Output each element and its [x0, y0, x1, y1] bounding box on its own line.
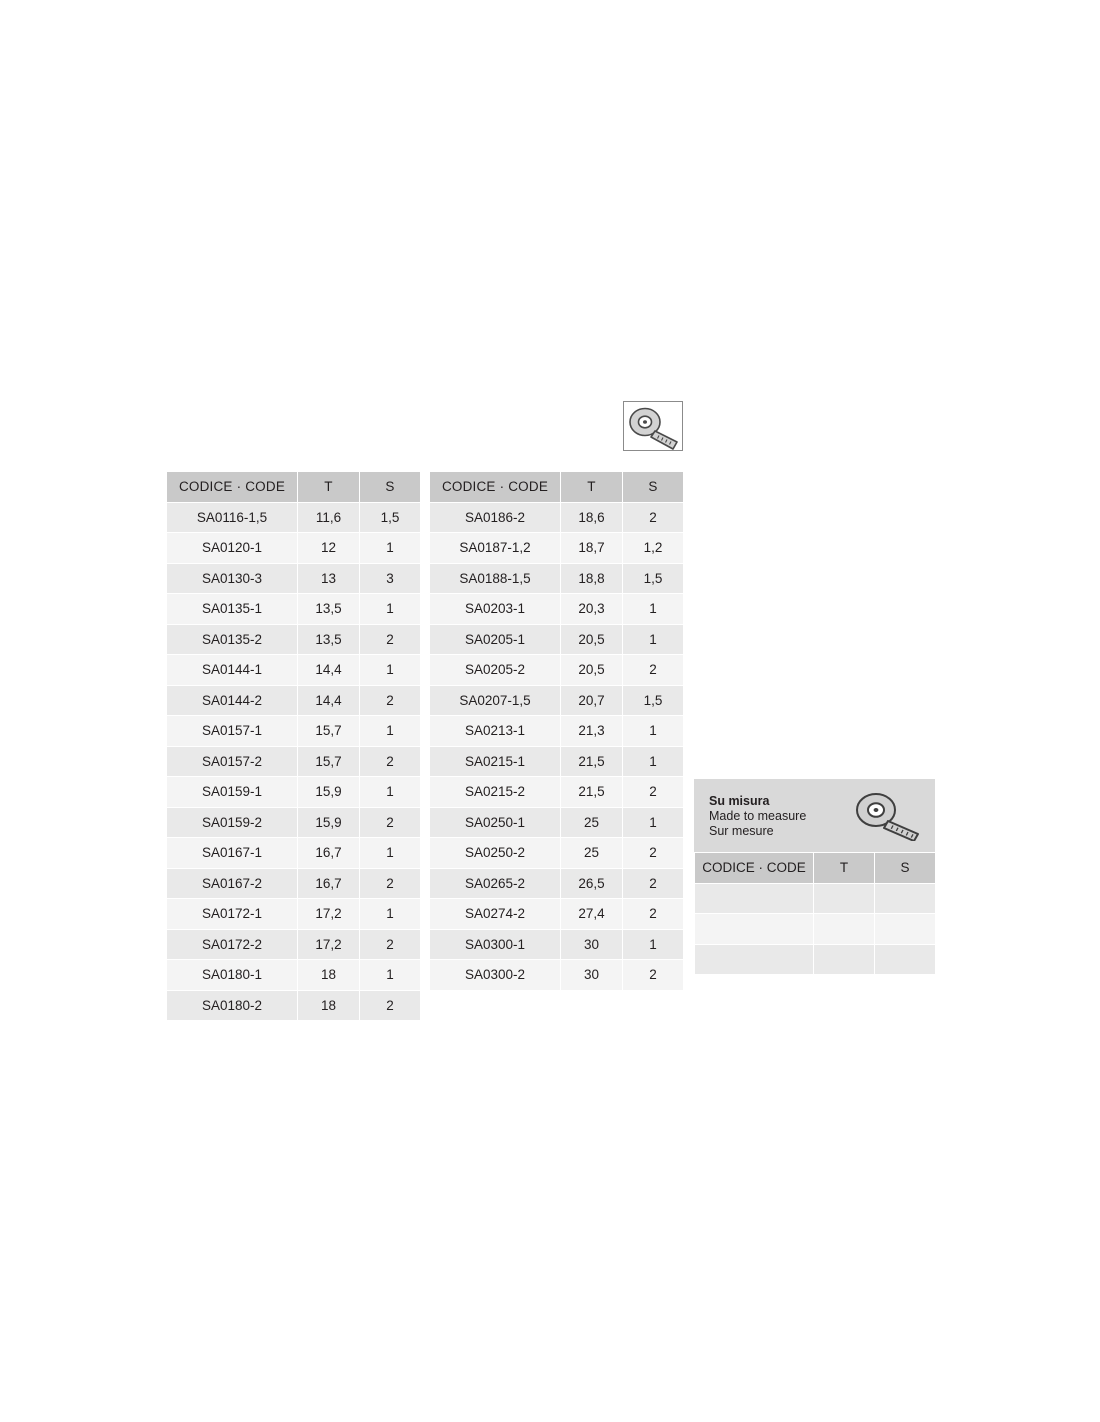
cell-code: SA0135-2: [167, 624, 298, 655]
cell-t: 15,9: [298, 777, 360, 808]
table-row: [430, 624, 684, 655]
table-row: [430, 746, 684, 777]
cell-t: 18,7: [561, 533, 623, 564]
cell-code: SA0188-1,5: [430, 563, 561, 594]
cell-code: SA0144-1: [167, 655, 298, 686]
cell-s: 1: [623, 807, 684, 838]
cell-code: SA0144-2: [167, 685, 298, 716]
cell-s: 1: [623, 594, 684, 625]
cell-s: 1: [360, 594, 421, 625]
cell-t: 30: [561, 929, 623, 960]
table-row: [167, 533, 421, 564]
table-header-row: [167, 472, 421, 503]
cell-t: 21,5: [561, 746, 623, 777]
cell-t: 25: [561, 807, 623, 838]
table-row: [167, 624, 421, 655]
tape-measure-badge: [623, 401, 683, 451]
tape-measure-icon: [624, 402, 682, 450]
cell-code: SA0172-2: [167, 929, 298, 960]
cell-s: 1: [360, 899, 421, 930]
table-row: [430, 655, 684, 686]
cell-t: 14,4: [298, 655, 360, 686]
cell-code: [695, 944, 814, 975]
cell-t: 16,7: [298, 868, 360, 899]
made-to-measure-labels: [709, 794, 806, 839]
cell-t: 20,3: [561, 594, 623, 625]
table-row: [167, 990, 421, 1021]
table-row: [430, 868, 684, 899]
cell-code: SA0300-1: [430, 929, 561, 960]
cell-code: SA0215-1: [430, 746, 561, 777]
cell-t: 18,6: [561, 502, 623, 533]
table-row: [167, 807, 421, 838]
cell-code: SA0180-1: [167, 960, 298, 991]
cell-t: 30: [561, 960, 623, 991]
cell-code: [695, 914, 814, 945]
table-row: [430, 533, 684, 564]
cell-s: 2: [360, 685, 421, 716]
label-made-to-measure: Made to measure: [709, 809, 807, 823]
table-row: [695, 944, 936, 975]
table-row: [167, 594, 421, 625]
codes-table-left: [166, 471, 421, 1021]
cell-s: 1: [360, 533, 421, 564]
table-row: [695, 883, 936, 914]
cell-t: 18: [298, 960, 360, 991]
column-header-s: S: [360, 472, 421, 503]
table-row: [430, 563, 684, 594]
cell-s: 2: [623, 899, 684, 930]
cell-t: 20,5: [561, 624, 623, 655]
cell-code: SA0207-1,5: [430, 685, 561, 716]
table-row: [430, 807, 684, 838]
column-header-code: CODICE · CODE: [430, 472, 561, 503]
cell-t: 13,5: [298, 624, 360, 655]
table-row: [167, 899, 421, 930]
cell-code: SA0203-1: [430, 594, 561, 625]
column-header-t: T: [298, 472, 360, 503]
cell-code: SA0250-2: [430, 838, 561, 869]
cell-s: 2: [360, 990, 421, 1021]
cell-code: SA0159-1: [167, 777, 298, 808]
cell-code: SA0213-1: [430, 716, 561, 747]
cell-t: 15,7: [298, 716, 360, 747]
cell-s: 1: [623, 929, 684, 960]
cell-s: 1: [623, 716, 684, 747]
cell-s: 2: [623, 960, 684, 991]
cell-t: 20,7: [561, 685, 623, 716]
table-row: [167, 655, 421, 686]
made-to-measure-panel: [694, 779, 935, 975]
cell-s: 1,5: [360, 502, 421, 533]
table-row: [430, 685, 684, 716]
table-row: [167, 716, 421, 747]
cell-s: 1: [623, 746, 684, 777]
cell-code: SA0265-2: [430, 868, 561, 899]
cell-code: SA0130-3: [167, 563, 298, 594]
table-row: [167, 929, 421, 960]
table-row: [167, 746, 421, 777]
cell-t: 15,7: [298, 746, 360, 777]
table-row: [430, 716, 684, 747]
cell-t: 17,2: [298, 929, 360, 960]
cell-s: 1: [360, 960, 421, 991]
tape-measure-icon: [853, 789, 925, 841]
cell-s: 2: [623, 655, 684, 686]
cell-code: SA0186-2: [430, 502, 561, 533]
cell-s: [875, 914, 936, 945]
cell-t: 21,3: [561, 716, 623, 747]
cell-t: [814, 914, 875, 945]
column-header-t: T: [561, 472, 623, 503]
label-su-misura: Su misura: [709, 794, 770, 808]
column-header-code: CODICE · CODE: [167, 472, 298, 503]
cell-code: SA0215-2: [430, 777, 561, 808]
table-header-row: [695, 853, 936, 884]
cell-s: 1: [360, 655, 421, 686]
cell-s: 2: [360, 929, 421, 960]
cell-s: [875, 883, 936, 914]
cell-t: 18: [298, 990, 360, 1021]
cell-t: 25: [561, 838, 623, 869]
cell-t: 27,4: [561, 899, 623, 930]
table-row: [430, 960, 684, 991]
cell-code: SA0159-2: [167, 807, 298, 838]
cell-code: [695, 883, 814, 914]
cell-s: 1,5: [623, 563, 684, 594]
cell-t: 15,9: [298, 807, 360, 838]
cell-t: 13,5: [298, 594, 360, 625]
column-header-s: S: [875, 853, 936, 884]
table-row: [695, 914, 936, 945]
column-header-s: S: [623, 472, 684, 503]
cell-code: SA0172-1: [167, 899, 298, 930]
cell-s: 1,2: [623, 533, 684, 564]
cell-s: 3: [360, 563, 421, 594]
cell-t: 12: [298, 533, 360, 564]
cell-s: 1: [360, 838, 421, 869]
cell-s: 1: [360, 777, 421, 808]
cell-t: 26,5: [561, 868, 623, 899]
made-to-measure-header: [694, 779, 935, 852]
table-row: [430, 777, 684, 808]
cell-s: 2: [623, 838, 684, 869]
table-row: [167, 502, 421, 533]
cell-code: SA0120-1: [167, 533, 298, 564]
cell-code: SA0250-1: [430, 807, 561, 838]
cell-code: SA0187-1,2: [430, 533, 561, 564]
cell-t: 21,5: [561, 777, 623, 808]
cell-t: 18,8: [561, 563, 623, 594]
table-header-row: [430, 472, 684, 503]
cell-code: SA0205-2: [430, 655, 561, 686]
cell-s: 1: [623, 624, 684, 655]
table-row: [167, 777, 421, 808]
table-row: [167, 685, 421, 716]
table-row: [430, 502, 684, 533]
cell-code: SA0157-2: [167, 746, 298, 777]
cell-code: SA0274-2: [430, 899, 561, 930]
label-sur-mesure: Sur mesure: [709, 824, 774, 838]
codes-table-right: [429, 471, 684, 991]
table-row: [167, 838, 421, 869]
cell-s: 2: [623, 502, 684, 533]
cell-s: 2: [360, 807, 421, 838]
cell-t: [814, 944, 875, 975]
cell-s: [875, 944, 936, 975]
cell-t: 13: [298, 563, 360, 594]
cell-code: SA0157-1: [167, 716, 298, 747]
cell-s: 2: [360, 746, 421, 777]
cell-code: SA0300-2: [430, 960, 561, 991]
table-row: [430, 899, 684, 930]
table-row: [430, 594, 684, 625]
cell-code: SA0135-1: [167, 594, 298, 625]
table-row: [167, 563, 421, 594]
column-header-t: T: [814, 853, 875, 884]
table-row: [167, 868, 421, 899]
tape-measure-illustration: [853, 789, 925, 846]
column-header-code: CODICE · CODE: [695, 853, 814, 884]
cell-s: 1,5: [623, 685, 684, 716]
cell-t: 16,7: [298, 838, 360, 869]
table-row: [167, 960, 421, 991]
table-row: [430, 929, 684, 960]
cell-s: 2: [623, 868, 684, 899]
cell-code: SA0205-1: [430, 624, 561, 655]
cell-code: SA0180-2: [167, 990, 298, 1021]
made-to-measure-table: [694, 852, 936, 975]
cell-code: SA0167-2: [167, 868, 298, 899]
table-row: [430, 838, 684, 869]
cell-t: 11,6: [298, 502, 360, 533]
cell-t: 20,5: [561, 655, 623, 686]
cell-code: SA0167-1: [167, 838, 298, 869]
cell-t: 17,2: [298, 899, 360, 930]
cell-s: 2: [360, 868, 421, 899]
cell-s: 2: [360, 624, 421, 655]
cell-code: SA0116-1,5: [167, 502, 298, 533]
cell-s: 1: [360, 716, 421, 747]
cell-t: [814, 883, 875, 914]
cell-s: 2: [623, 777, 684, 808]
cell-t: 14,4: [298, 685, 360, 716]
